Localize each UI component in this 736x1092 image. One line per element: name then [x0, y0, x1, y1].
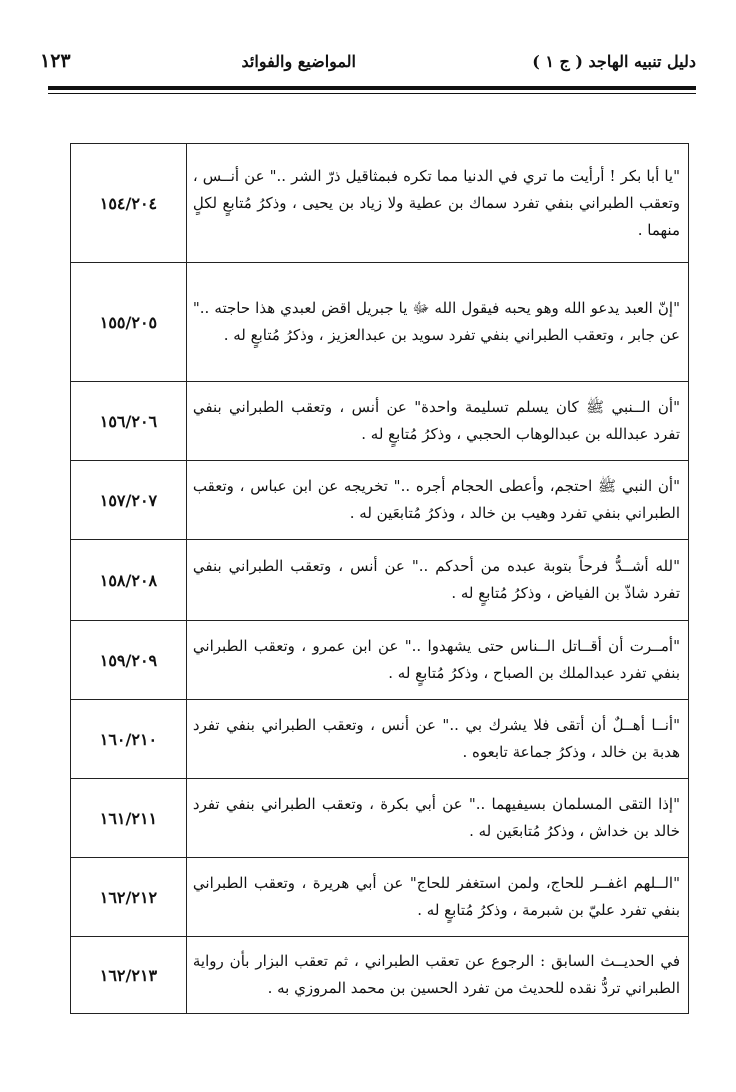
running-header: [40, 48, 696, 82]
table-row: [71, 700, 689, 779]
entry-reference: ١٦٠/٢١٠: [71, 700, 187, 779]
entry-text: "يا أبا بكر ! أرأيت ما تري في الدنيا مما تكره فبمثاقيل ذرّ الشر .." عن أنــس ، وتعقب الطبراني بنفي تفرد سماك بن عطية ولا زياد بن يحيى ، وذكرُ مُتابعٍ لكلٍ منهما .: [186, 144, 688, 263]
page-number: ١٢٣: [40, 50, 71, 72]
entry-text: "لله أشــدُّ فرحاً بتوبة عبده من أحدكم .." عن أنس ، وتعقب الطبراني بنفي تفرد شاذّ بن الفياض ، وذكرُ مُتابعٍ له .: [186, 540, 688, 621]
table-row: [71, 858, 689, 937]
entry-text: في الحديــث السابق : الرجوع عن تعقب الطبراني ، ثم تعقب البزار بأن رواية الطبراني تردُّ نقده للحديث من تفرد الحسين بن محمد المروزي به .: [186, 937, 688, 1014]
entry-reference: ١٥٥/٢٠٥: [71, 263, 187, 382]
entry-text: "إنّ العبد يدعو الله وهو يحبه فيقول الله ﷻ يا جبريل اقض لعبدي هذا حاجته .." عن جابر ، وتعقب الطبراني بنفي تفرد سويد بن عبدالعزيز ، وذكرُ مُتابعٍ له .: [186, 263, 688, 382]
header-rule-thick: [48, 86, 696, 90]
entry-text: "الــلهم اغفــر للحاج، ولمن استغفر للحاج" عن أبي هريرة ، وتعقب الطبراني بنفي تفرد عليّ بن شبرمة ، وذكرُ مُتابعٍ له .: [186, 858, 688, 937]
table-row: [71, 540, 689, 621]
entry-reference: ١٥٨/٢٠٨: [71, 540, 187, 621]
entry-text: "أن النبي ﷺ احتجم، وأعطى الحجام أجره .." تخريجه عن ابن عباس ، وتعقب الطبراني بنفي تفرد وهيب بن خالد ، وذكرُ مُتابعَين له .: [186, 461, 688, 540]
entry-reference: ١٦٢/٢١٢: [71, 858, 187, 937]
entry-reference: ١٦١/٢١١: [71, 779, 187, 858]
entry-text: "أمــرت أن أقــاتل الــناس حتى يشهدوا .." عن ابن عمرو ، وتعقب الطبراني بنفي تفرد عبدالملك بن الصباح ، وذكرُ مُتابعٍ له .: [186, 621, 688, 700]
entry-text: "أن الــنبي ﷺ كان يسلم تسليمة واحدة" عن أنس ، وتعقب الطبراني بنفي تفرد عبدالله بن عبدالوهاب الحجبي ، وذكرُ مُتابعٍ له .: [186, 382, 688, 461]
table-row: [71, 937, 689, 1014]
table-row: [71, 263, 689, 382]
entries-table: [70, 143, 689, 1014]
entry-reference: ١٦٢/٢١٣: [71, 937, 187, 1014]
entry-text: "أنــا أهــلٌ أن أتقى فلا يشرك بي .." عن أنس ، وتعقب الطبراني بنفي تفرد هدبة بن خالد ، وذكرُ جماعة تابعوه .: [186, 700, 688, 779]
entry-reference: ١٥٩/٢٠٩: [71, 621, 187, 700]
book-title: دليل تنبيه الهاجد ( ج ١ ): [532, 52, 696, 71]
section-title: المواضيع والفوائد: [241, 52, 356, 71]
entry-text: "إذا التقى المسلمان بسيفيهما .." عن أبي بكرة ، وتعقب الطبراني بنفي تفرد خالد بن خداش ، وذكرُ مُتابعَين له .: [186, 779, 688, 858]
table-row: [71, 144, 689, 263]
table-row: [71, 382, 689, 461]
entry-reference: ١٥٤/٢٠٤: [71, 144, 187, 263]
table-row: [71, 779, 689, 858]
entry-reference: ١٥٧/٢٠٧: [71, 461, 187, 540]
header-rule-thin: [48, 93, 696, 94]
entry-reference: ١٥٦/٢٠٦: [71, 382, 187, 461]
table-row: [71, 461, 689, 540]
table-row: [71, 621, 689, 700]
